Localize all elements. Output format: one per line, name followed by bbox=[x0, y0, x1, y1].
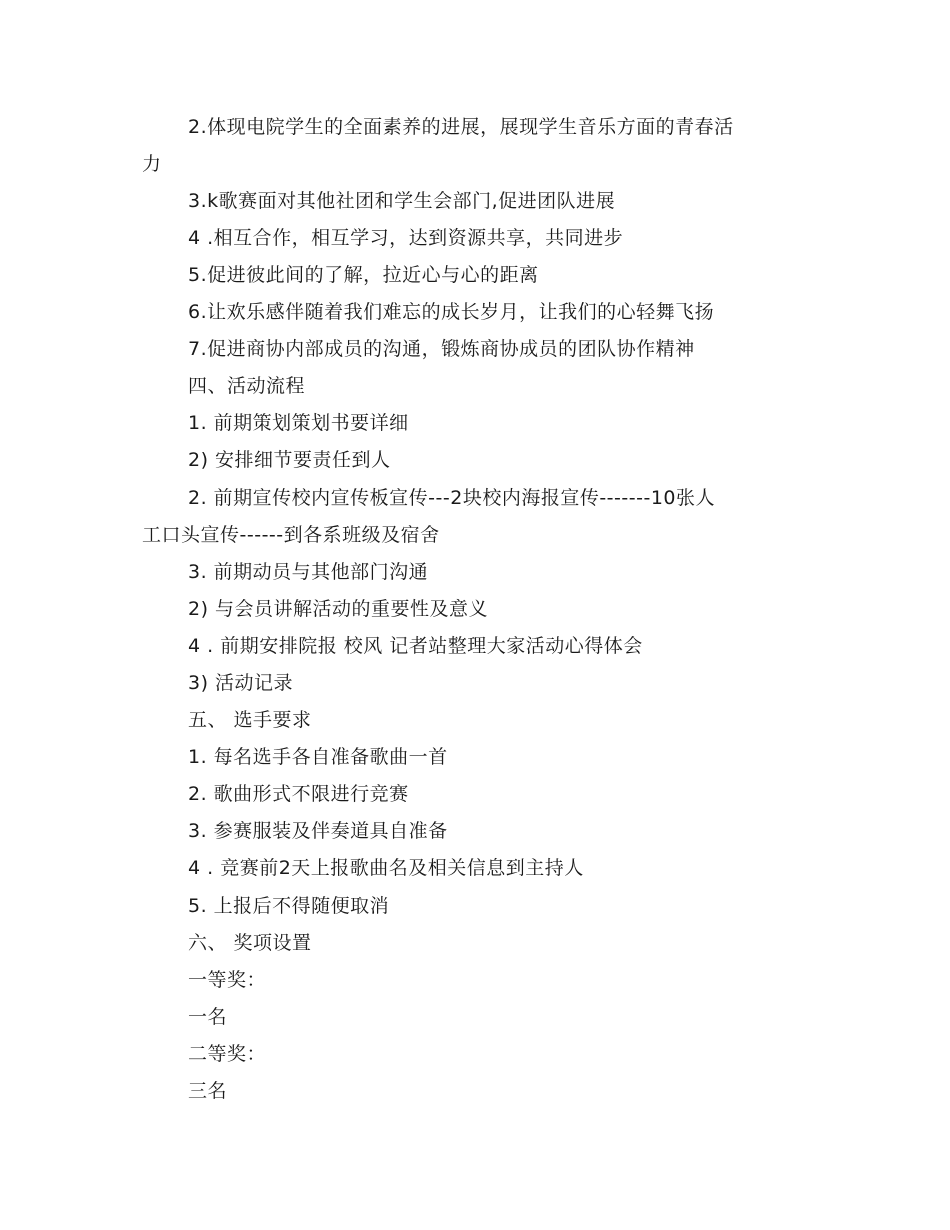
section-heading: 六、 奖项设置 bbox=[188, 932, 312, 954]
text-line: 5.促进彼此间的了解，拉近心与心的距离 bbox=[188, 264, 539, 286]
text-line: 4 . 前期安排院报 校风 记者站整理大家活动心得体会 bbox=[188, 635, 643, 657]
text-line: 3. 前期动员与其他部门沟通 bbox=[188, 561, 429, 583]
text-line: 一名 bbox=[188, 1006, 228, 1028]
text-line: 力 bbox=[142, 153, 162, 175]
text-line: 三名 bbox=[188, 1080, 228, 1102]
text-line: 3.k歌赛面对其他社团和学生会部门,促进团队进展 bbox=[188, 190, 616, 212]
section-heading: 五、 选手要求 bbox=[188, 709, 312, 731]
text-line: 2.体现电院学生的全面素养的进展，展现学生音乐方面的青春活 bbox=[188, 116, 734, 138]
text-line: 2) 安排细节要责任到人 bbox=[188, 449, 391, 471]
text-line: 一等奖： bbox=[188, 969, 267, 991]
text-line: 3. 参赛服装及伴奏道具自准备 bbox=[188, 820, 448, 842]
text-line: 7.促进商协内部成员的沟通，锻炼商协成员的团队协作精神 bbox=[188, 338, 695, 360]
text-line: 4 .相互合作，相互学习，达到资源共享，共同进步 bbox=[188, 227, 624, 249]
text-line: 1. 前期策划策划书要详细 bbox=[188, 412, 409, 434]
text-line: 2. 前期宣传校内宣传板宣传---2块校内海报宣传-------10张人 bbox=[188, 487, 715, 509]
text-line: 二等奖： bbox=[188, 1043, 267, 1065]
text-line: 工口头宣传------到各系班级及宿舍 bbox=[142, 524, 440, 546]
section-heading: 四、活动流程 bbox=[188, 375, 306, 397]
text-line: 3) 活动记录 bbox=[188, 672, 294, 694]
text-line: 6.让欢乐感伴随着我们难忘的成长岁月，让我们的心轻舞飞扬 bbox=[188, 301, 715, 323]
text-line: 2. 歌曲形式不限进行竞赛 bbox=[188, 783, 409, 805]
text-line: 4 . 竞赛前2天上报歌曲名及相关信息到主持人 bbox=[188, 857, 584, 879]
text-line: 1. 每名选手各自准备歌曲一首 bbox=[188, 746, 448, 768]
text-line: 5. 上报后不得随便取消 bbox=[188, 895, 390, 917]
text-line: 2) 与会员讲解活动的重要性及意义 bbox=[188, 598, 489, 620]
